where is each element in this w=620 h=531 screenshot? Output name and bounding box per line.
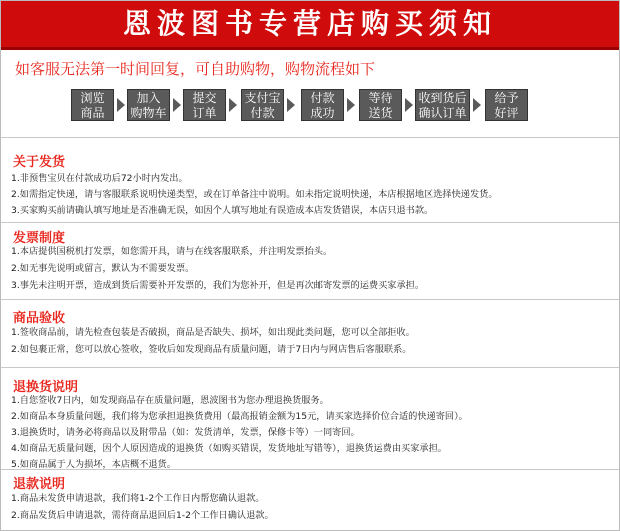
arrow-right-icon — [173, 98, 181, 112]
inspection-line: 2.如包裹正常，您可以放心签收，签收后如发现商品有质量问题，请于7日内与网店售后客服联系。 — [11, 344, 412, 355]
step-line: 付款 — [250, 106, 275, 120]
returns-line: 1.自您签收7日内，如发现商品存在质量问题，恩波图书为您办理退换货服务。 — [11, 395, 329, 406]
step-line: 浏览 — [80, 91, 105, 105]
step-browse — [71, 89, 114, 121]
shipping-line: 3.买家购买前请确认填写地址是否准确无误，如因个人填写地址有误造成本店发货错误，本店只退书款。 — [11, 205, 434, 216]
step-line: 支付宝 — [244, 91, 281, 105]
step-line: 收到货后 — [418, 91, 467, 105]
section-title-refunds: 退款说明 — [13, 477, 66, 492]
step-line: 订单 — [192, 106, 217, 120]
inspection-line: 1.签收商品前，请先检查包装是否破损，商品是否缺失、损坏，如出现此类问题，您可以全部拒收。 — [11, 327, 415, 338]
divider — [1, 469, 619, 470]
step-line: 付款 — [310, 91, 335, 105]
step-line: 等待 — [368, 91, 393, 105]
returns-line: 5.如商品属于人为损坏，本店概不退货。 — [11, 459, 176, 470]
step-line: 好评 — [494, 106, 519, 120]
banner-title: 恩波图书专营店购买须知 — [122, 7, 497, 40]
shopping-flow-steps — [61, 89, 601, 123]
step-alipay-payment — [241, 89, 284, 121]
returns-line: 2.如商品本身质量问题，我们将为您承担退换货费用（最高报销金额为15元，请买家选择价位合适的快递寄回）。 — [11, 411, 468, 422]
section-title-shipping: 关于发货 — [13, 155, 66, 170]
arrow-right-icon — [287, 98, 295, 112]
step-payment-success — [301, 89, 344, 121]
refunds-line: 1.商品未发货申请退款，我们将1-2个工作日内帮您确认退款。 — [11, 493, 265, 504]
divider — [1, 137, 619, 138]
step-line: 购物车 — [130, 106, 167, 120]
step-add-to-cart — [127, 89, 170, 121]
invoice-line: 1.本店提供国税机打发票，如您需开具，请与在线客服联系，并注明发票抬头。 — [11, 246, 333, 257]
section-title-inspection: 商品验收 — [13, 311, 66, 326]
step-line: 给予 — [494, 91, 519, 105]
step-submit-order — [183, 89, 226, 121]
shipping-line: 2.如需指定快递，请与客服联系说明快递类型，或在订单备注中说明。如未指定说明快递，本店根据地区选择快递发货。 — [11, 189, 498, 200]
returns-line: 4.如商品无质量问题，因个人原因造成的退换货（如购买错误，发货地址写错等），退换货运费由买家承担。 — [11, 443, 447, 454]
step-line: 商品 — [80, 106, 105, 120]
invoice-line: 3.事先未注明开票，造成到货后需要补开发票的，我们为您补开，但是再次邮寄发票的运费买家承担。 — [11, 280, 425, 291]
step-line: 提交 — [192, 91, 217, 105]
refunds-line: 2.商品发货后申请退款，需待商品退回后1-2个工作日确认退款。 — [11, 510, 274, 521]
invoice-line: 2.如无事先说明或留言，默认为不需要发票。 — [11, 263, 195, 274]
step-wait-delivery — [359, 89, 402, 121]
divider — [1, 222, 619, 223]
arrow-right-icon — [405, 98, 413, 112]
step-line: 成功 — [310, 106, 335, 120]
divider — [1, 367, 619, 368]
section-title-returns: 退换货说明 — [13, 380, 79, 395]
shopping-flow-subtitle: 如客服无法第一时间回复，可自助购物，购物流程如下 — [15, 60, 376, 78]
section-title-invoice: 发票制度 — [13, 231, 66, 246]
step-confirm-order — [415, 89, 470, 121]
step-line: 加入 — [136, 91, 161, 105]
shipping-line: 1.非预售宝贝在付款成功后72小时内发出。 — [11, 173, 188, 184]
step-give-rating — [485, 89, 528, 121]
arrow-right-icon — [347, 98, 355, 112]
arrow-right-icon — [229, 98, 237, 112]
divider — [1, 299, 619, 300]
arrow-right-icon — [117, 98, 125, 112]
step-line: 送货 — [368, 106, 393, 120]
returns-line: 3.退换货时，请务必将商品以及附带品（如：发货清单，发票，保修卡等）一同寄回。 — [11, 427, 360, 438]
header-banner — [1, 1, 619, 50]
arrow-right-icon — [473, 98, 481, 112]
step-line: 确认订单 — [418, 106, 467, 120]
